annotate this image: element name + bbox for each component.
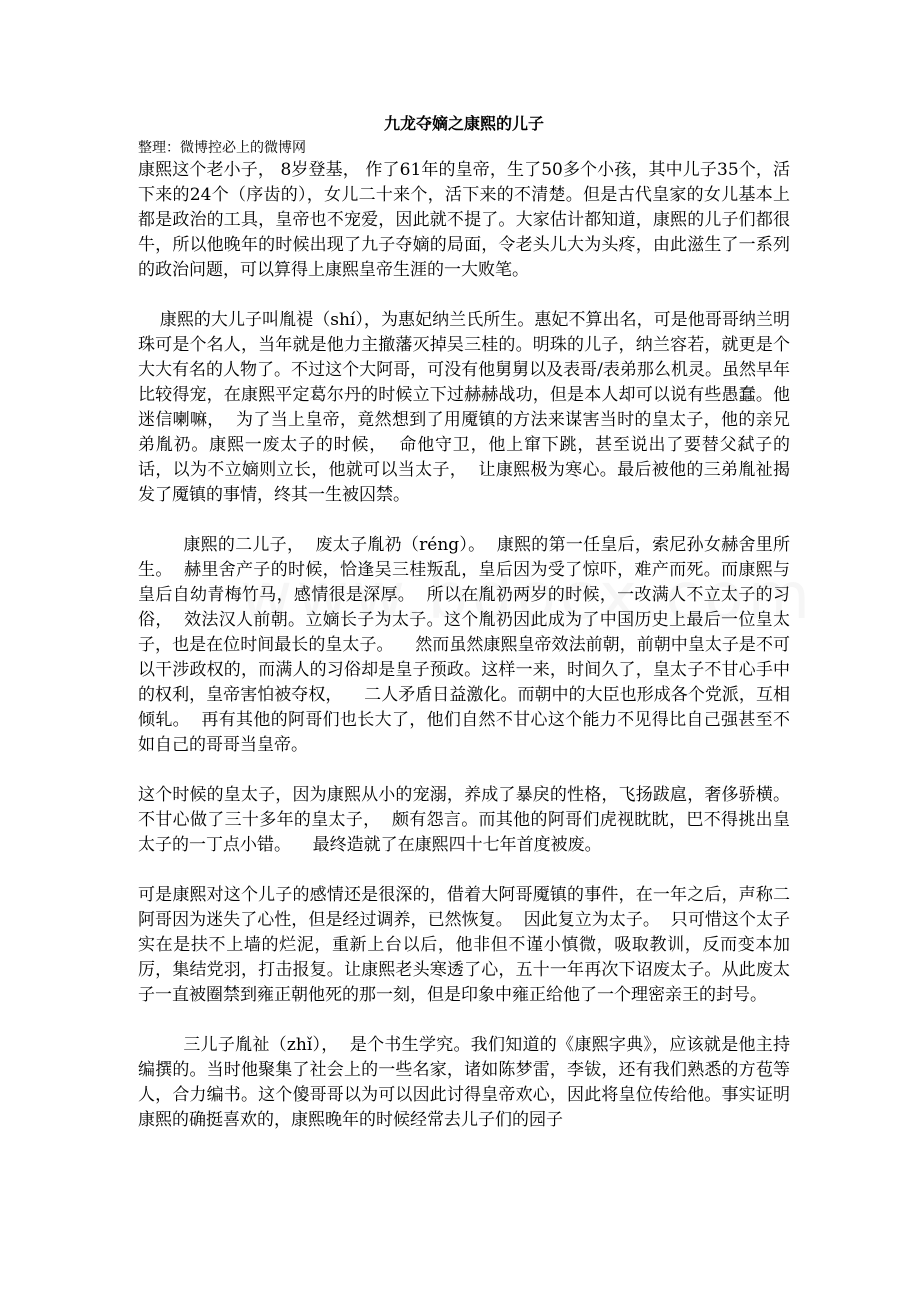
author-line: 整理：微博控必上的微博网 (138, 140, 306, 156)
paragraph-spacer (138, 758, 790, 783)
paragraph-spacer (138, 283, 790, 308)
paragraph-5: 可是康熙对这个儿子的感情还是很深的，借着大阿哥魇镇的事件，在一年之后，声称二阿哥因为迷失了心性，但是经过调养，已然恢复。 因此复立为太子。 只可惜这个太子实在是扶不上墙的烂泥，重新上台以后，他非但不谨小慎微，吸取教训，反而变本加厉，集结党羽，打击报复。让康熙老头寒透了心，五十一年再次下诏废太子。从此废太子一直被圈禁到雍正朝他死的那一刻，但是印象中雍正给他了一个理密亲王的封号。 (138, 885, 790, 1005)
paragraph-spacer (138, 508, 790, 533)
paragraph-4: 这个时候的皇太子，因为康熙从小的宠溺，养成了暴戾的性格，飞扬跋扈，奢侈骄横。 不甘心做了三十多年的皇太子， 颇有怨言。而其他的阿哥们虎视眈眈，巴不得挑出皇太子的一丁点小错。 最终造就了在康熙四十七年首度被废。 (138, 785, 812, 855)
paragraph-2: 康熙的大儿子叫胤禔（shí），为惠妃纳兰氏所生。惠妃不算出名，可是他哥哥纳兰明珠可是个名人，当年就是他力主撤藩灭掉吴三桂的。明珠的儿子，纳兰容若，就更是个大大有名的人物了。不过这个大阿哥，可没有他舅舅以及表哥/表弟那么机灵。虽然早年比较得宠，在康熙平定葛尔丹的时候立下过赫赫战功，但是本人却可以说有些愚蠢。他迷信喇嘛， 为了当上皇帝，竟然想到了用魇镇的方法来谋害当时的皇太子，他的亲兄弟胤礽。康熙一废太子的时候， 命他守卫，他上窜下跳，甚至说出了要替父弑子的话，以为不立嫡则立长，他就可以当太子， 让康熙极为寒心。最后被他的三弟胤祉揭发了魇镇的事情，终其一生被囚禁。 (138, 310, 790, 505)
paragraph-spacer (138, 858, 790, 883)
paragraph-6: 三儿子胤祉（zhǐ）， 是个书生学究。我们知道的《康熙字典》，应该就是他主持编撰的。当时他聚集了社会上的一些名家，诸如陈梦雷，李钹，还有我们熟悉的方苞等人，合力编书。这个傻哥哥以为可以因此讨得皇帝欢心，因此将皇位传给他。事实证明康熙的确挺喜欢的，康熙晚年的时候经常去儿子们的园子 (138, 1035, 790, 1130)
paragraph-3: 康熙的二儿子， 废太子胤礽（réng）。 康熙的第一任皇后，索尼孙女赫舍里所生。 赫里舍产子的时候，恰逢吴三桂叛乱，皇后因为受了惊吓，难产而死。而康熙与皇后自幼青梅竹马，感情很是深厚。 所以在胤礽两岁的时候，一改满人不立太子的习俗， 效法汉人前朝。立嫡长子为太子。这个胤礽因此成为了中国历史上最后一位皇太子，也是在位时间最长的皇太子。 然而虽然康熙皇帝效法前朝，前朝中皇太子是不可以干涉政权的，而满人的习俗却是皇子预政。这样一来，时间久了，皇太子不甘心手中的权利，皇帝害怕被夺权， 二人矛盾日益激化。而朝中的大臣也形成各个党派，互相倾轧。 再有其他的阿哥们也长大了，他们自然不甘心这个能力不见得比自己强甚至不如自己的哥哥当皇帝。 (138, 535, 791, 755)
document-page (138, 112, 812, 1133)
document-title: 九龙夺嫡之康熙的儿子 (383, 114, 544, 133)
paragraph-spacer (138, 1008, 790, 1033)
paragraph-1: 康熙这个老小子， 8岁登基， 作了61年的皇帝，生了50多个小孩，其中儿子35个，活下来的24个（序齿的），女儿二十来个，活下来的不清楚。但是古代皇家的女儿基本上都是政治的工具，皇帝也不宠爱，因此就不提了。大家估计都知道，康熙的儿子们都很牛，所以他晚年的时候出现了九子夺嫡的局面，令老头儿大为头疼，由此滋生了一系列的政治问题，可以算得上康熙皇帝生涯的一大败笔。 (138, 160, 790, 280)
